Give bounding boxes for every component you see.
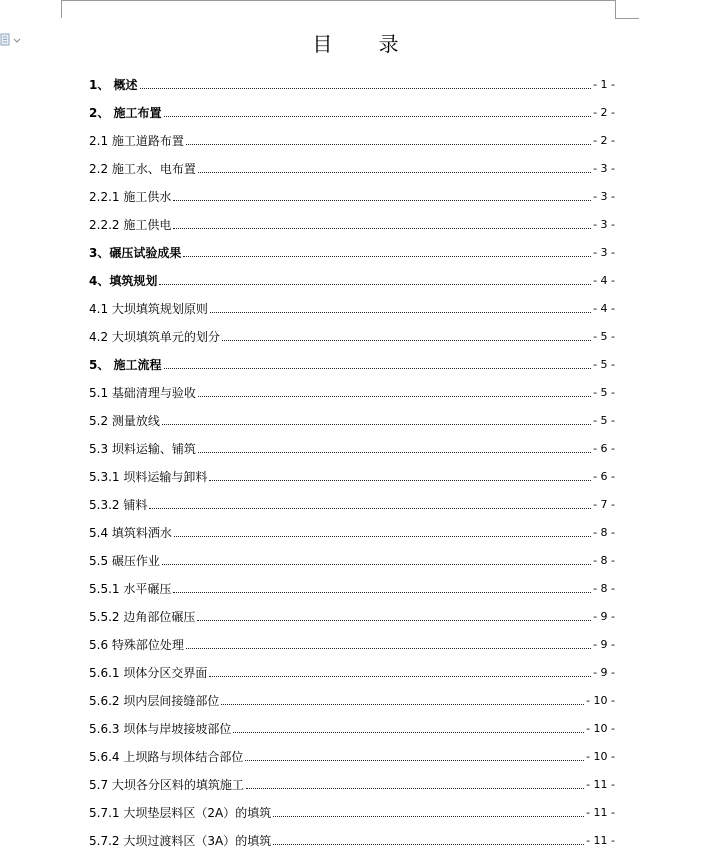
crop-mark-right-vertical	[615, 0, 616, 18]
toc-entry[interactable]	[89, 378, 615, 406]
toc-dot-leader	[164, 116, 592, 117]
toc-dot-leader	[246, 788, 584, 789]
toc-page-number: - 6 -	[593, 469, 615, 483]
toc-entry[interactable]	[89, 574, 615, 602]
toc-entry[interactable]	[89, 126, 615, 154]
toc-page-number: - 8 -	[593, 553, 615, 567]
toc-dot-leader	[222, 340, 591, 341]
toc-entry[interactable]	[89, 602, 615, 630]
toc-entry[interactable]	[89, 406, 615, 434]
toc-entry-text: 5.3.1 坝料运输与卸料	[89, 469, 208, 484]
toc-page-number: - 5 -	[593, 357, 615, 371]
toc-dot-leader	[174, 536, 591, 537]
toc-dot-leader	[140, 88, 592, 89]
toc-dot-leader	[198, 172, 591, 173]
toc-page-number: - 2 -	[593, 133, 615, 147]
toc-entry-text: 5.5 碾压作业	[89, 553, 160, 568]
toc-dot-leader	[273, 844, 584, 845]
toc-entry[interactable]	[89, 462, 615, 490]
toc-entry-text: 5.3.2 铺料	[89, 497, 148, 512]
toc-dot-leader	[159, 284, 591, 285]
toc-entry-text: 5.4 填筑料洒水	[89, 525, 172, 540]
toc-entry-text: 5.6.1 坝体分区交界面	[89, 665, 208, 680]
toc-page-number: - 9 -	[593, 637, 615, 651]
toc-entry-text: 2.2 施工水、电布置	[89, 161, 196, 176]
toc-page-number: - 11 -	[586, 833, 615, 847]
toc-entry[interactable]	[89, 266, 615, 294]
toc-entry-text: 5.5.1 水平碾压	[89, 581, 172, 596]
toc-page-number: - 5 -	[593, 329, 615, 343]
toc-page-number: - 9 -	[593, 665, 615, 679]
toc-entry-text: 5.6.4 上坝路与坝体结合部位	[89, 749, 244, 764]
toc-dot-leader	[209, 676, 591, 677]
toc-entry[interactable]	[89, 322, 615, 350]
toc-dot-leader	[162, 564, 591, 565]
toc-dot-leader	[183, 256, 591, 257]
toc-page-number: - 4 -	[593, 273, 615, 287]
toc-page-number: - 10 -	[586, 693, 615, 707]
toc-page-number: - 5 -	[593, 413, 615, 427]
toc-entry-text: 5.6.3 坝体与岸坡接坡部位	[89, 721, 232, 736]
toc-dot-leader	[173, 200, 591, 201]
toc-entry[interactable]	[89, 546, 615, 574]
toc-page-number: - 7 -	[593, 497, 615, 511]
toc-entry-text: 4.1 大坝填筑规划原则	[89, 301, 208, 316]
toc-page-number: - 11 -	[586, 777, 615, 791]
toc-entry-text: 5.6 特殊部位处理	[89, 637, 184, 652]
toc-page-number: - 10 -	[586, 721, 615, 735]
toc-page-number: - 3 -	[593, 217, 615, 231]
toc-entry-text: 5.3 坝料运输、铺筑	[89, 441, 196, 456]
toc-entry[interactable]	[89, 686, 615, 714]
toc-page-number: - 3 -	[593, 245, 615, 259]
toc-entry[interactable]	[89, 98, 615, 126]
toc-entry[interactable]	[89, 154, 615, 182]
toc-entry-text: 1、 概述	[89, 77, 138, 92]
toc-entry[interactable]	[89, 210, 615, 238]
toc-entry-text: 4、填筑规划	[89, 273, 158, 288]
toc-entry-text: 5.1 基础清理与验收	[89, 385, 196, 400]
toc-dot-leader	[198, 452, 591, 453]
toc-dot-leader	[233, 732, 584, 733]
toc-page-number: - 10 -	[586, 749, 615, 763]
toc-entry[interactable]	[89, 490, 615, 518]
toc-entry-text: 3、碾压试验成果	[89, 245, 182, 260]
toc-entry-text: 5.7.2 大坝过渡料区（3A）的填筑	[89, 833, 272, 848]
toc-entry-text: 2、 施工布置	[89, 105, 162, 120]
toc-entry[interactable]	[89, 182, 615, 210]
toc-entry[interactable]	[89, 434, 615, 462]
toc-title: 目 录	[312, 32, 419, 56]
toc-entry[interactable]	[89, 742, 615, 770]
toc-dot-leader	[173, 592, 591, 593]
toc-dot-leader	[173, 228, 591, 229]
toc-page-number: - 3 -	[593, 189, 615, 203]
toc-page-number: - 2 -	[593, 105, 615, 119]
toc-entry[interactable]	[89, 658, 615, 686]
table-of-contents	[89, 70, 615, 854]
toc-entry[interactable]	[89, 770, 615, 798]
toc-entry[interactable]	[89, 294, 615, 322]
crop-mark-left	[61, 0, 62, 18]
page-top-edge	[61, 0, 616, 1]
toc-page-number: - 3 -	[593, 161, 615, 175]
toc-entry[interactable]	[89, 518, 615, 546]
toc-dot-leader	[210, 312, 591, 313]
toc-entry-text: 5、 施工流程	[89, 357, 162, 372]
toc-entry[interactable]	[89, 826, 615, 854]
toc-dot-leader	[162, 424, 591, 425]
toc-dot-leader	[198, 396, 591, 397]
toc-entry[interactable]	[89, 238, 615, 266]
toc-entry-text: 5.6.2 坝内层间接缝部位	[89, 693, 220, 708]
toc-page-number: - 9 -	[593, 609, 615, 623]
toc-dot-leader	[221, 704, 584, 705]
toc-entry-text: 2.2.2 施工供电	[89, 217, 172, 232]
toc-page-number: - 6 -	[593, 441, 615, 455]
toc-dot-leader	[186, 144, 591, 145]
toc-dot-leader	[273, 816, 584, 817]
toc-entry[interactable]	[89, 798, 615, 826]
toc-dot-leader	[186, 648, 591, 649]
toc-entry-text: 5.2 测量放线	[89, 413, 160, 428]
toc-page-number: - 11 -	[586, 805, 615, 819]
toc-entry[interactable]	[89, 714, 615, 742]
toc-entry-text: 2.1 施工道路布置	[89, 133, 184, 148]
toc-page-number: - 5 -	[593, 385, 615, 399]
toc-entry-text: 5.7.1 大坝垫层料区（2A）的填筑	[89, 805, 272, 820]
toc-dot-leader	[149, 508, 591, 509]
toc-entry[interactable]	[89, 630, 615, 658]
toc-page-number: - 1 -	[593, 77, 615, 91]
toc-entry[interactable]	[89, 70, 615, 98]
toc-dot-leader	[209, 480, 591, 481]
toc-dot-leader	[164, 368, 592, 369]
toc-entry[interactable]	[89, 350, 615, 378]
toc-page-number: - 8 -	[593, 525, 615, 539]
toc-entry-text: 2.2.1 施工供水	[89, 189, 172, 204]
toc-entry-text: 4.2 大坝填筑单元的划分	[89, 329, 220, 344]
toc-dot-leader	[245, 760, 584, 761]
toc-page-number: - 4 -	[593, 301, 615, 315]
toc-page-number: - 8 -	[593, 581, 615, 595]
crop-mark-right-horizontal	[615, 18, 639, 19]
toc-entry-text: 5.5.2 边角部位碾压	[89, 609, 196, 624]
toc-dot-leader	[197, 620, 591, 621]
toc-entry-text: 5.7 大坝各分区料的填筑施工	[89, 777, 244, 792]
